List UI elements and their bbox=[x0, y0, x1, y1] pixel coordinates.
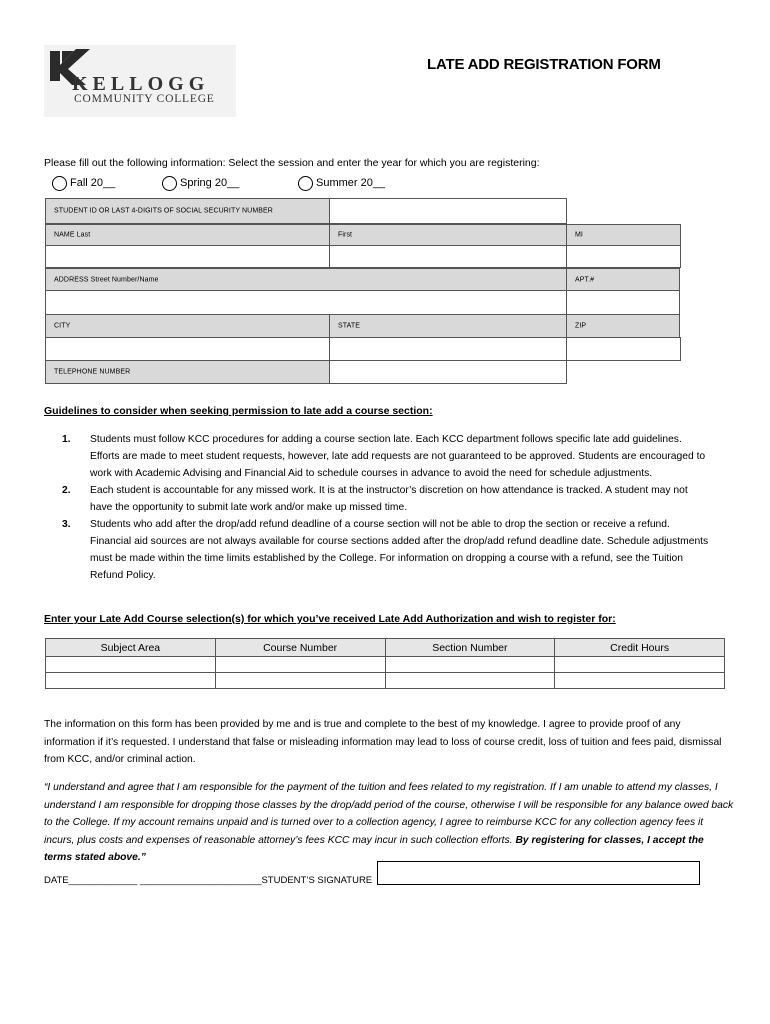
subject-area-cell[interactable] bbox=[46, 657, 216, 673]
signature-field[interactable] bbox=[377, 861, 700, 885]
course-table bbox=[45, 638, 725, 689]
subject-area-cell[interactable] bbox=[46, 673, 216, 689]
radio-circle-icon[interactable] bbox=[162, 176, 177, 191]
student-id-label: STUDENT ID OR LAST 4-DIGITS OF SOCIAL SECURITY NUMBER bbox=[54, 207, 273, 215]
list-item bbox=[62, 431, 712, 482]
table-header-row bbox=[46, 639, 725, 657]
agreement-text: “I understand and agree that I am responsible for the payment of the tuition and fees related to my registration. If I am unable to attend my classes, I understand I am responsible for dropping those classes by the drop/add period of the course, otherwise I will be responsible for any balance owed back to the College. If my account remains unpaid and is turned over to a collection agency, I agree to reimburse KCC for any collection agency fees it incurs, plus costs and expenses of reasonable attorney’s fees KCC may incur in such collection efforts. bbox=[44, 782, 734, 846]
telephone-label-cell bbox=[45, 360, 330, 384]
certification-text: The information on this form has been provided by me and is true and complete to the best of my knowledge. I agree to provide proof of any information if it’s requested. I understand that false or misleading information may lead to loss of course credit, loss of tuition and fees paid, dismissal from KCC, and/or criminal action. bbox=[44, 719, 722, 765]
zip-label: ZIP bbox=[575, 322, 587, 330]
session-option-fall[interactable] bbox=[52, 174, 115, 192]
list-item bbox=[62, 516, 712, 584]
state-label: STATE bbox=[338, 322, 361, 330]
list-item-number: 2. bbox=[62, 485, 71, 496]
mi-label-cell bbox=[566, 224, 681, 246]
table-row bbox=[46, 657, 725, 673]
first-name-label-cell bbox=[329, 224, 567, 246]
student-id-input[interactable] bbox=[329, 198, 567, 224]
form-title: LATE ADD REGISTRATION FORM bbox=[427, 56, 661, 73]
radio-circle-icon[interactable] bbox=[52, 176, 67, 191]
radio-circle-icon[interactable] bbox=[298, 176, 313, 191]
session-label-spring: Spring 20__ bbox=[180, 177, 240, 189]
logo-name: KELLOGG bbox=[72, 73, 210, 95]
session-option-summer[interactable] bbox=[298, 174, 385, 192]
course-heading: Enter your Late Add Course selection(s) for which you’ve received Late Add Authorization and wish to register for: bbox=[44, 613, 616, 625]
list-item-text: Students who add after the drop/add refund deadline of a course section will not be able to drop the section or receive a refund. Financial aid sources are not always available for course sections added after the drop/add refund deadline date. Schedule adjustments must be made within the time limits established by the College. For information on dropping a course with a refund, see the Tuition Refund Policy. bbox=[90, 519, 709, 581]
list-item-text: Students must follow KCC procedures for adding a course section late. Each KCC department follows specific late add guidelines. Efforts are made to meet student requests, however, late add requests are not guaranteed to be approved. Students are encouraged to work with Academic Advising and Financial Aid to schedule courses in advance to avoid the need for schedule adjustments. bbox=[90, 434, 706, 479]
address-input[interactable] bbox=[45, 290, 567, 315]
apt-input[interactable] bbox=[566, 290, 680, 315]
telephone-input[interactable] bbox=[329, 360, 567, 384]
list-item-number: 1. bbox=[62, 434, 71, 445]
credit-hours-cell[interactable] bbox=[555, 673, 725, 689]
apt-label: APT.# bbox=[575, 276, 595, 283]
column-header-section-number: Section Number bbox=[385, 639, 555, 657]
city-label: CITY bbox=[54, 322, 71, 330]
session-label-fall: Fall 20__ bbox=[70, 177, 116, 189]
state-input[interactable] bbox=[329, 337, 567, 361]
address-label-cell bbox=[45, 268, 567, 291]
city-label-cell bbox=[45, 314, 330, 338]
state-label-cell bbox=[329, 314, 567, 338]
guidelines-list bbox=[62, 431, 712, 584]
mi-label: MI bbox=[575, 231, 583, 239]
column-header-credit-hours: Credit Hours bbox=[555, 639, 725, 657]
mi-input[interactable] bbox=[566, 245, 681, 268]
logo-subtitle: COMMUNITY COLLEGE bbox=[74, 93, 215, 105]
credit-hours-cell[interactable] bbox=[555, 657, 725, 673]
zip-input[interactable] bbox=[566, 337, 681, 361]
agreement-paragraph bbox=[44, 779, 734, 867]
name-last-label: NAME Last bbox=[54, 231, 91, 239]
city-input[interactable] bbox=[45, 337, 330, 361]
last-name-input[interactable] bbox=[45, 245, 330, 268]
list-item bbox=[62, 482, 712, 516]
name-last-label-cell bbox=[45, 224, 330, 246]
course-number-cell[interactable] bbox=[215, 657, 385, 673]
column-header-subject: Subject Area bbox=[46, 639, 216, 657]
session-label-summer: Summer 20__ bbox=[316, 177, 386, 189]
section-number-cell[interactable] bbox=[385, 673, 555, 689]
student-id-label-cell bbox=[45, 198, 330, 224]
first-name-input[interactable] bbox=[329, 245, 567, 268]
table-row bbox=[46, 673, 725, 689]
list-item-text: Each student is accountable for any missed work. It is at the instructor’s discretion on how attendance is tracked. A student may not have the opportunity to submit late work and/or make up missed time. bbox=[90, 485, 688, 513]
first-name-label: First bbox=[338, 231, 353, 239]
date-signature-line: DATE_____________ _______________________STUDENT’S SIGNATURE bbox=[44, 875, 373, 886]
agreement-bold-text: By registering for classes, I accept the terms stated above.” bbox=[44, 834, 704, 863]
college-logo bbox=[44, 45, 236, 117]
course-number-cell[interactable] bbox=[215, 673, 385, 689]
instructions: Please fill out the following information: Select the session and enter the year for which you are registering: bbox=[44, 157, 540, 169]
section-number-cell[interactable] bbox=[385, 657, 555, 673]
guidelines-heading: Guidelines to consider when seeking permission to late add a course section: bbox=[44, 405, 433, 417]
apt-label-cell bbox=[566, 268, 680, 291]
session-option-spring[interactable] bbox=[162, 174, 239, 192]
telephone-label: TELEPHONE NUMBER bbox=[54, 368, 131, 376]
list-item-number: 3. bbox=[62, 519, 71, 530]
column-header-course-number: Course Number bbox=[215, 639, 385, 657]
zip-label-cell bbox=[566, 314, 680, 338]
address-label: ADDRESS Street Number/Name bbox=[54, 276, 159, 283]
